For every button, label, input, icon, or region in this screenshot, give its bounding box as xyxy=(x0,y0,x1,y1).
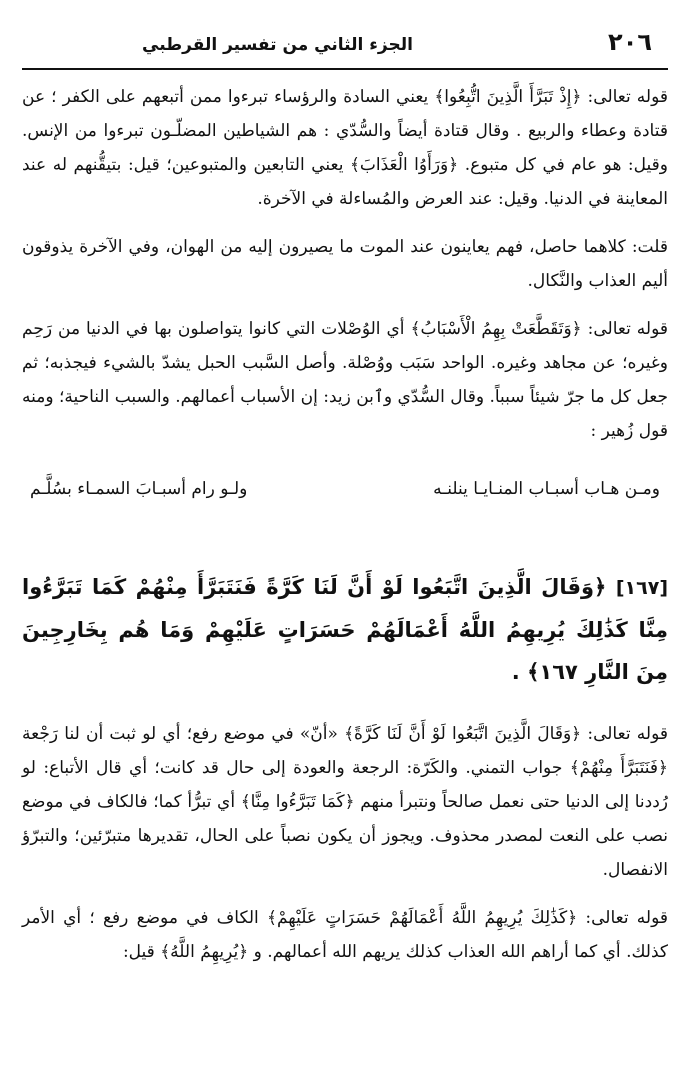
poem-first-hemistich: ومـن هـاب أسبـاب المنـايـا ينلنـه xyxy=(433,479,660,499)
document-page xyxy=(22,28,668,1092)
verse-text: ﴿وَقَالَ الَّذِينَ اتَّبَعُوا لَوْ أَنَّ لَنَا كَرَّةً فَنَتَبَرَّأَ مِنْهُمْ كَمَا تَبَرَّءُوا مِنَّا كَذَٰلِكَ يُرِيهِمُ اللَّهُ أَعْمَالَهُمْ حَسَرَاتٍ عَلَيْهِمْ وَمَا هُم بِخَارِجِينَ مِنَ النَّارِ ١٦٧﴾ . xyxy=(22,575,668,684)
quran-verse xyxy=(22,566,668,693)
paragraph-3: قوله تعالى: ﴿وَتَقَطَّعَتْ بِهِمُ الْأَسْبَابُ﴾ أي الوُصْلات التي كانوا يتواصلون بها في الدنيا من رَحِم وغيره؛ عن مجاهد وغيره. الواحد سَبَب ووُصْلة. وأصل السَّبب الحبل يشدّ بالشيء فيجذبه؛ ثم جعل كل ما جرّ شيئاً سبباً. وقال السُّدّي وٱبن زيد: إن الأسباب أعمالهم. والسبب الناحية؛ ومنه قول زُهير : xyxy=(22,319,668,441)
paragraph-2: قلت: كلاهما حاصل، فهم يعاينون عند الموت ما يصيرون إليه من الهوان، وفي الآخرة يذوقون أليم العذاب والنَّكال. xyxy=(22,237,668,291)
page-number: ٢٠٦ xyxy=(608,28,652,56)
paragraph-1: قوله تعالى: ﴿إِذْ تَبَرَّأَ الَّذِينَ اتُّبِعُوا﴾ يعني السادة والرؤساء تبرءوا ممن أتبعهم على الكفر ؛ عن قتادة وعطاء والربيع . وقال قتادة أيضاً والسُّدّي : هم الشياطين المضلّـون تبرءوا من الإنس. وقيل: هو عام في كل متبوع. ﴿وَرَأَوُا الْعَذَابَ﴾ يعني التابعين والمتبوعين؛ قيل: بتيقُّنهم له عند المعاينة في الدنيا. وقيل: عند العرض والمُساءلة في الآخرة. xyxy=(22,87,669,209)
verse-number: [١٦٧] xyxy=(615,577,668,599)
paragraph-4: قوله تعالى: ﴿وَقَالَ الَّذِينَ اتَّبَعُوا لَوْ أَنَّ لَنَا كَرَّةً﴾ «أنّ» في موضع رفع؛ أي لو ثبت أن لنا رَجْعة ﴿فَنَتَبَرَّأَ مِنْهُمْ﴾ جواب التمني. والكَرّة: الرجعة والعودة إلى حال قد كانت؛ أي قال الأتباع: لو رُددنا إلى الدنيا حتى نعمل صالحاً ونتبرأ منهم ﴿كَمَا تَبَرَّءُوا مِنَّا﴾ أي تبرُّأ كما؛ فالكاف في موضع نصب على النعت لمصدر محذوف. ويجوز أن يكون نصباً على الحال، تقديرها متبرّئين؛ والتبرّؤ الانفصال. xyxy=(22,724,668,880)
running-header xyxy=(22,28,668,70)
poem-second-hemistich: ولـو رام أسبـابَ السمـاء بسُلَّـم xyxy=(30,479,248,499)
poem-verse xyxy=(22,472,668,506)
book-title: الجزء الثاني من تفسير القرطبي xyxy=(142,35,413,55)
paragraph-5: قوله تعالى: ﴿كَذَٰلِكَ يُرِيهِمُ اللَّهُ أَعْمَالَهُمْ حَسَرَاتٍ عَلَيْهِمْ﴾ الكاف في موضع رفع ؛ أي الأمر كذلك. أي كما أراهم الله العذاب كذلك يريهم الله أعمالهم. و ﴿يُرِيهِمُ اللَّهُ﴾ قيل: xyxy=(22,908,668,962)
